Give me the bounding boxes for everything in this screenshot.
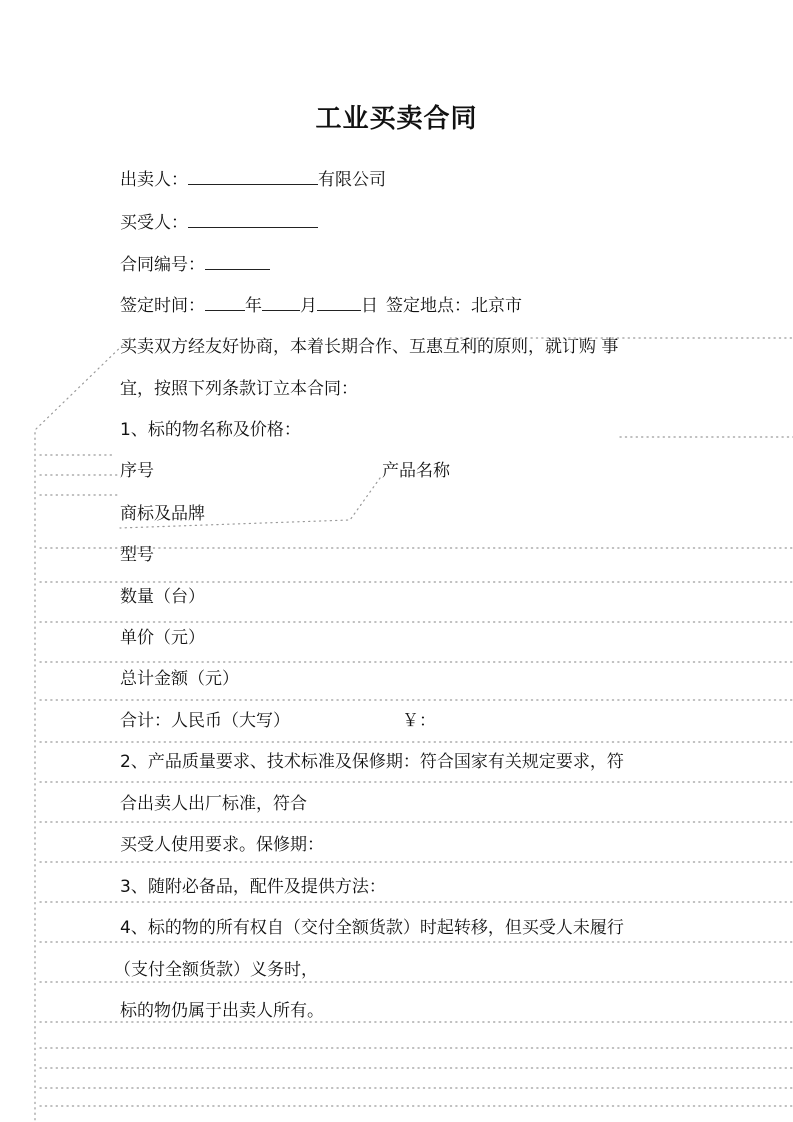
column-seq: 序号 <box>120 461 154 481</box>
sum-label: 合计：人民币（大写） <box>120 711 290 731</box>
column-product-name: 产品名称 <box>382 461 450 481</box>
contract-no-blank <box>205 253 270 270</box>
day-blank <box>317 294 361 311</box>
signing-place-label: 签定地点： <box>386 296 471 316</box>
quantity-label: 数量（台） <box>120 587 205 607</box>
section1-heading: 1、标的物名称及价格： <box>120 420 301 440</box>
section2-line-1: 2、产品质量要求、技术标准及保修期：符合国家有关规定要求，符 <box>120 752 624 772</box>
model-label: 型号 <box>120 545 154 565</box>
brand-label: 商标及品牌 <box>120 504 205 524</box>
contract-no-label: 合同编号： <box>120 255 205 275</box>
buyer-label: 买受人： <box>120 213 188 233</box>
sum-line <box>120 710 290 732</box>
section4-line-1: 4、标的物的所有权自（交付全额货款）时起转移，但买受人未履行 <box>120 918 624 938</box>
seller-suffix: 有限公司 <box>318 170 386 190</box>
total-amount-label: 总计金额（元） <box>120 669 239 689</box>
signing-place: 北京市 <box>471 296 522 316</box>
contract-title: 工业买卖合同 <box>315 104 478 134</box>
section4-line-3: 标的物仍属于出卖人所有。 <box>120 1001 324 1021</box>
buyer-line <box>120 211 318 234</box>
section2-line-2: 合出卖人出厂标准，符合 <box>120 794 307 814</box>
day-label: 日 <box>361 296 378 316</box>
section3-line-1: 3、随附必备品，配件及提供方法： <box>120 877 386 897</box>
section4-line-2: （支付全额货款）义务时， <box>114 960 318 980</box>
signing-line <box>120 294 522 317</box>
intro-line-2: 宜，按照下列条款订立本合同： <box>120 379 358 399</box>
signing-time-label: 签定时间： <box>120 296 205 316</box>
year-label: 年 <box>245 296 262 316</box>
seller-label: 出卖人： <box>120 170 188 190</box>
unit-price-label: 单价（元） <box>120 628 205 648</box>
intro-line-1: 买卖双方经友好协商，本着长期合作、互惠互利的原则，就订购 事 <box>120 337 619 357</box>
year-blank <box>205 294 245 311</box>
sum-symbol: ￥： <box>402 711 436 731</box>
contract-no-line <box>120 253 270 276</box>
buyer-name-blank <box>188 211 318 228</box>
month-label: 月 <box>300 296 317 316</box>
seller-name-blank <box>188 168 318 185</box>
seller-line <box>120 168 386 191</box>
month-blank <box>262 294 300 311</box>
section2-line-3: 买受人使用要求。保修期： <box>120 835 324 855</box>
